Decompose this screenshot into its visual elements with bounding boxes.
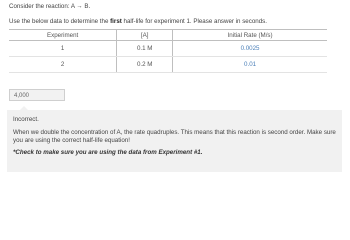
- feedback-panel: [7, 110, 342, 172]
- question-prompt: Consider the reaction: A → B.: [9, 3, 91, 10]
- cell-experiment: 1: [9, 41, 117, 57]
- instruction-suffix: half-life for experiment 1. Please answer in seconds.: [121, 18, 267, 25]
- data-table: [9, 29, 327, 73]
- table-row: [9, 41, 327, 57]
- feedback-explanation: When we double the concentration of A, the rate quadruples. This means that this reaction is second order. Make sure you are using the correct half-life equation!: [13, 129, 336, 144]
- cell-initial-rate: 0.01: [173, 57, 327, 73]
- feedback-hint: *Check to make sure you are using the data from Experiment #1.: [13, 149, 203, 157]
- cell-concentration: 0.1 M: [117, 41, 173, 57]
- table-header-row: [9, 30, 327, 41]
- table-row: [9, 57, 327, 73]
- header-experiment: Experiment: [9, 30, 117, 41]
- cell-experiment: 2: [9, 57, 117, 73]
- header-initial-rate: Initial Rate (M/s): [173, 30, 327, 41]
- feedback-status: Incorrect.: [13, 116, 39, 123]
- instruction-emphasis: first: [110, 18, 122, 25]
- cell-concentration: 0.2 M: [117, 57, 173, 73]
- instruction-prefix: Use the below data to determine the: [9, 18, 111, 25]
- answer-input[interactable]: 4,000: [9, 89, 65, 101]
- cell-initial-rate: 0.0025: [173, 41, 327, 57]
- question-instructions: [9, 18, 267, 25]
- header-concentration: [A]: [117, 30, 173, 41]
